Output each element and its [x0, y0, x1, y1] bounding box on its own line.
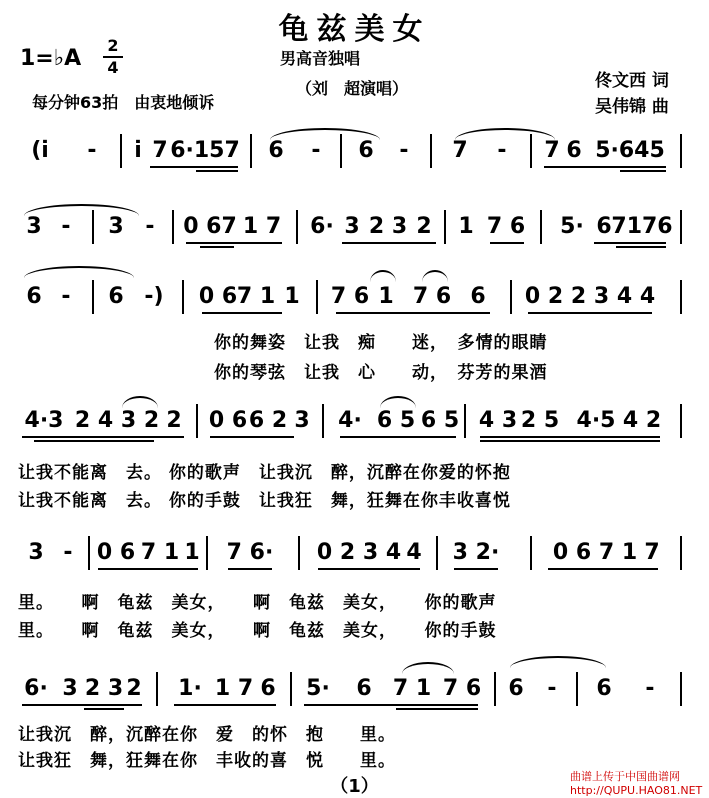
note: 2 5: [520, 408, 560, 433]
beam: [620, 170, 666, 172]
note: 7: [544, 138, 560, 163]
note: 4 2: [622, 408, 662, 433]
tie-arc: [24, 266, 134, 278]
note: 6: [356, 676, 372, 701]
note: 6: [358, 138, 374, 163]
note: 0 6: [198, 284, 238, 309]
note: 1: [284, 284, 300, 309]
barline: [250, 134, 252, 168]
barline: [322, 404, 324, 438]
note: -: [145, 214, 155, 239]
note: 6: [260, 676, 276, 701]
note: -: [645, 676, 655, 701]
tie-arc: [122, 396, 158, 408]
beam: [454, 568, 498, 570]
note: -: [63, 540, 73, 565]
note: 3: [344, 214, 360, 239]
note: 3: [62, 676, 78, 701]
beam: [22, 704, 142, 706]
note: -: [311, 138, 321, 163]
note: 6: [596, 676, 612, 701]
note: 3: [108, 214, 124, 239]
lyric-line-4-verse-1: 让我不能离 去。 你的歌声 让我沉 醉，沉醉在你爱的怀抱: [18, 463, 511, 483]
barline: [680, 672, 682, 706]
note: 0 6: [96, 540, 136, 565]
note: 3: [294, 408, 310, 433]
barline: [156, 672, 158, 706]
note: 6: [596, 214, 612, 239]
watermark-line-1: 曲谱上传于中国曲谱网: [570, 770, 680, 783]
note: 4·: [338, 408, 362, 433]
watermark: [570, 770, 702, 798]
lyric-line-4-verse-2: 让我不能离 去。 你的手鼓 让我狂 舞，狂舞在你丰收喜悦: [18, 491, 511, 511]
time-signature: [103, 38, 123, 76]
barline: [430, 134, 432, 168]
barline: [444, 210, 446, 244]
note: 2 4: [74, 408, 114, 433]
beam: [200, 246, 234, 248]
note: 1 7: [214, 676, 254, 701]
beam: [396, 708, 478, 710]
note: 6: [268, 138, 284, 163]
barline: [530, 536, 532, 570]
beam: [616, 246, 666, 248]
note: -: [87, 138, 97, 163]
score-line-4: [0, 404, 709, 464]
note: 7 6: [486, 214, 526, 239]
tie-arc: [402, 662, 454, 674]
note: -: [497, 138, 507, 163]
note: -: [61, 284, 71, 309]
tempo-marking: 每分钟63拍 由衷地倾诉: [32, 93, 215, 112]
key-signature: 1=♭A: [20, 46, 82, 71]
note: 0 67: [183, 214, 237, 239]
note: 7 6·: [226, 540, 274, 565]
tie-arc: [455, 128, 555, 140]
beam: [34, 440, 154, 442]
beam: [594, 242, 666, 244]
beam: [340, 436, 456, 438]
note: 7 6: [412, 284, 452, 309]
barline: [120, 134, 122, 168]
note: 6: [470, 284, 486, 309]
lyric-line-3-verse-1: 你的舞姿 让我 痴 迷， 多情的眼睛: [214, 333, 548, 353]
beam: [174, 704, 276, 706]
note: 6 2: [248, 408, 288, 433]
tie-arc: [380, 396, 416, 408]
beam: [480, 436, 660, 438]
note: 7: [644, 540, 660, 565]
score-line-1: [0, 128, 709, 188]
note: i̇: [134, 138, 142, 163]
note: 2: [166, 408, 182, 433]
note: 6·: [24, 676, 48, 701]
barline: [316, 280, 318, 314]
beam: [480, 440, 660, 442]
note: 1: [458, 214, 474, 239]
note: 0 6: [208, 408, 248, 433]
lyric-line-6-verse-2: 让我狂 舞，狂舞在你 丰收的喜 悦 里。: [18, 751, 396, 771]
barline: [680, 134, 682, 168]
tie-arc: [510, 656, 606, 668]
page-number: （1）: [330, 776, 379, 797]
barline: [576, 672, 578, 706]
barline: [206, 536, 208, 570]
beam: [318, 568, 420, 570]
singer: （刘 超演唱）: [296, 79, 409, 98]
score-line-2: [0, 204, 709, 264]
note: 1: [184, 540, 200, 565]
tie-arc: [270, 128, 380, 140]
barline: [296, 210, 298, 244]
beam: [186, 242, 282, 244]
note: 3 2·: [452, 540, 500, 565]
note: 7: [152, 138, 168, 163]
barline: [464, 404, 466, 438]
note: 7 1: [140, 540, 180, 565]
barline: [540, 210, 542, 244]
beam: [150, 166, 238, 168]
note: 7 1: [598, 540, 638, 565]
note: 6: [508, 676, 524, 701]
note: 3 4: [362, 540, 402, 565]
note: 2 3: [368, 214, 408, 239]
note: 4 3: [478, 408, 518, 433]
score-line-5: [0, 536, 709, 596]
note: -): [144, 284, 164, 309]
note: 4·3: [24, 408, 64, 433]
note: 7 1: [392, 676, 432, 701]
note: 7: [452, 138, 468, 163]
note: 0 2: [524, 284, 564, 309]
note: 4·5: [576, 408, 616, 433]
beam: [196, 170, 238, 172]
note: 2: [416, 214, 432, 239]
note: 6 5: [376, 408, 416, 433]
note: 6: [26, 284, 42, 309]
tie-arc: [370, 270, 396, 282]
note: -: [547, 676, 557, 701]
watermark-line-2: http://QUPU.HAO81.NET: [570, 784, 703, 797]
note: 1 7: [242, 214, 282, 239]
note: 3 2: [120, 408, 160, 433]
note: 6·: [310, 214, 334, 239]
note: 1: [378, 284, 394, 309]
barline: [182, 280, 184, 314]
tie-arc: [422, 270, 448, 282]
beam: [528, 312, 652, 314]
barline: [172, 210, 174, 244]
composer-credit: 吴伟锦 曲: [595, 97, 669, 117]
note: 6 5: [420, 408, 460, 433]
note: 1·: [178, 676, 202, 701]
note: 3: [28, 540, 44, 565]
note: 4: [406, 540, 422, 565]
note: 5·: [560, 214, 584, 239]
barline: [92, 210, 94, 244]
note: 2 3: [84, 676, 124, 701]
barline: [494, 672, 496, 706]
beam: [304, 704, 478, 706]
subtitle: 男高音独唱: [280, 49, 361, 68]
beam: [98, 568, 198, 570]
beam: [336, 312, 490, 314]
lyric-line-3-verse-2: 你的琴弦 让我 心 动， 芬芳的果酒: [214, 363, 548, 383]
note: 7 6: [330, 284, 370, 309]
note: 6: [108, 284, 124, 309]
note: 2: [126, 676, 142, 701]
beam: [490, 242, 524, 244]
lyricist-credit: 佟文西 词: [595, 71, 669, 91]
note: 5·: [306, 676, 330, 701]
lyric-line-5-verse-1: 里。 啊 龟兹 美女， 啊 龟兹 美女， 你的歌声: [18, 593, 497, 613]
song-title: 龟兹美女: [278, 12, 431, 47]
note: (i̇: [31, 138, 49, 163]
beam: [342, 242, 436, 244]
beam: [202, 312, 282, 314]
barline: [680, 280, 682, 314]
note: 0 2: [316, 540, 356, 565]
note: 3: [26, 214, 42, 239]
note: -: [399, 138, 409, 163]
note: -: [61, 214, 71, 239]
lyric-line-5-verse-2: 里。 啊 龟兹 美女， 啊 龟兹 美女， 你的手鼓: [18, 621, 497, 641]
time-signature-top: 2: [107, 36, 119, 55]
barline: [298, 536, 300, 570]
barline: [680, 210, 682, 244]
beam: [228, 568, 272, 570]
note: 2 3: [570, 284, 610, 309]
barline: [92, 280, 94, 314]
lyric-line-6-verse-1: 让我沉 醉，沉醉在你 爱 的怀 抱 里。: [18, 725, 396, 745]
note: 4 4: [616, 284, 656, 309]
note: 0 6: [552, 540, 592, 565]
note: 6·157: [170, 138, 240, 163]
beam: [84, 708, 124, 710]
barline: [510, 280, 512, 314]
beam: [548, 568, 658, 570]
beam: [22, 436, 184, 438]
barline: [290, 672, 292, 706]
note: 7 6: [442, 676, 482, 701]
note: 7 1: [236, 284, 276, 309]
time-signature-bottom: 4: [107, 58, 119, 77]
barline: [196, 404, 198, 438]
beam: [210, 436, 294, 438]
barline: [680, 404, 682, 438]
beam: [544, 166, 666, 168]
note: 5·645: [595, 138, 665, 163]
barline: [88, 536, 90, 570]
note: 6: [566, 138, 582, 163]
note: 7176: [611, 214, 673, 239]
barline: [436, 536, 438, 570]
barline: [680, 536, 682, 570]
